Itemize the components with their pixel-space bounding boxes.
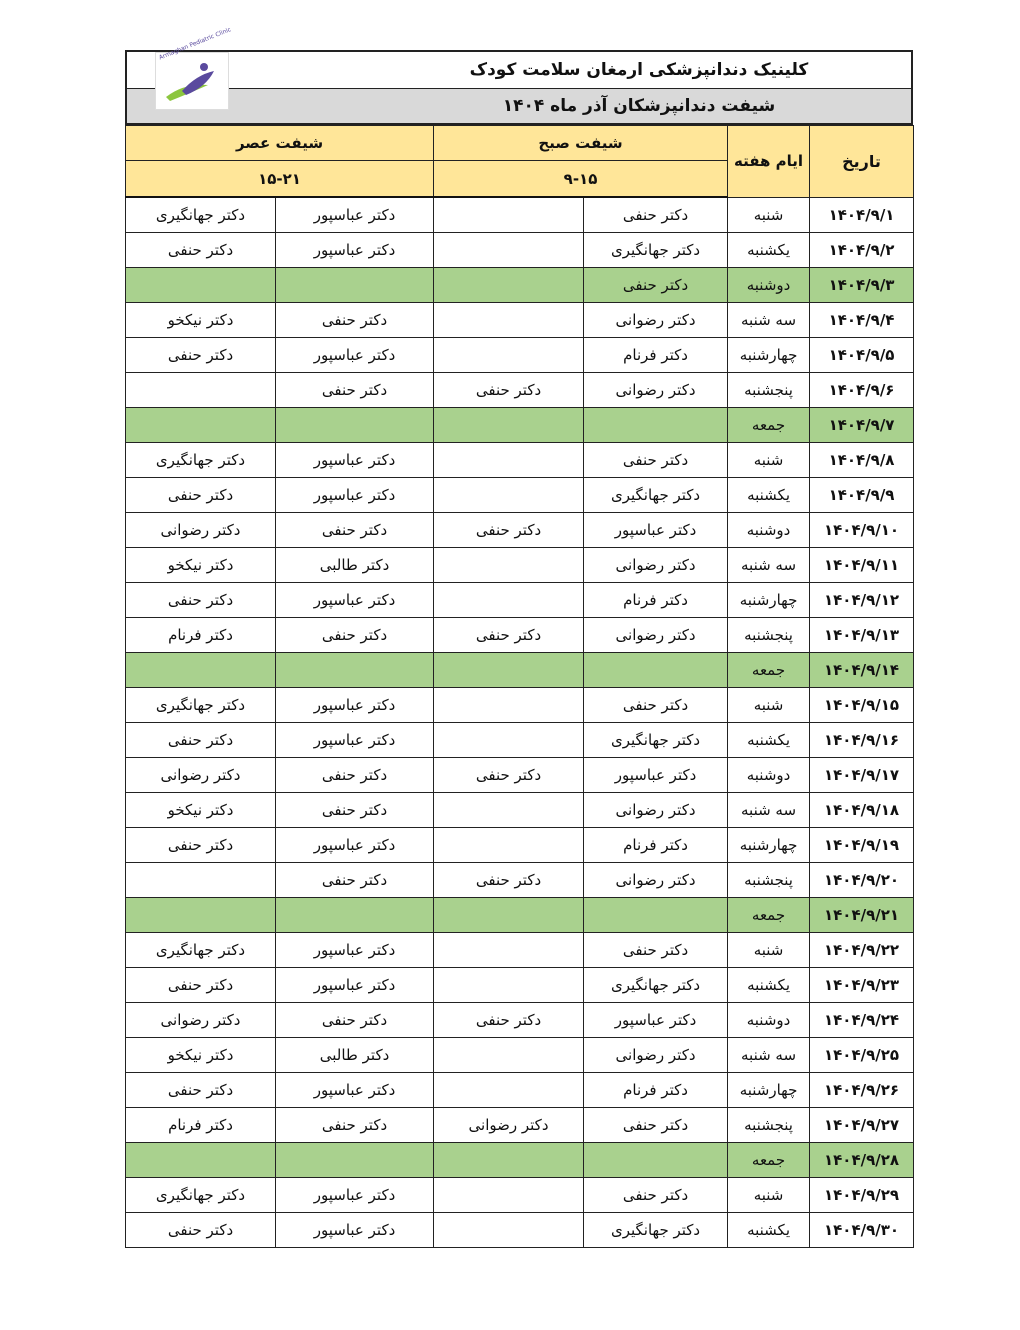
morning-doctor-1: دکتر فرنام — [584, 1073, 728, 1108]
weekday-cell: چهارشنبه — [728, 1073, 810, 1108]
date-cell: ۱۴۰۴/۹/۱۰ — [810, 513, 914, 548]
date-cell: ۱۴۰۴/۹/۲۹ — [810, 1178, 914, 1213]
table-row — [126, 373, 914, 408]
morning-doctor-1: دکتر جهانگیری — [584, 1213, 728, 1248]
evening-doctor-2: دکتر رضوانی — [126, 758, 276, 793]
weekday-cell: پنجشنبه — [728, 1108, 810, 1143]
date-cell: ۱۴۰۴/۹/۱ — [810, 197, 914, 233]
shift-title-row — [125, 89, 913, 125]
table-row — [126, 583, 914, 618]
date-cell: ۱۴۰۴/۹/۷ — [810, 408, 914, 443]
clinic-title-row — [125, 50, 913, 89]
table-row — [126, 828, 914, 863]
morning-doctor-1: دکتر حنفی — [584, 933, 728, 968]
evening-doctor-1: دکتر عباسپور — [276, 443, 434, 478]
table-row — [126, 478, 914, 513]
table-row — [126, 408, 914, 443]
morning-doctor-1: دکتر حنفی — [584, 688, 728, 723]
table-row — [126, 338, 914, 373]
clinic-title: کلینیک دندانپزشکی ارمغان سلامت کودک — [469, 60, 809, 80]
date-cell: ۱۴۰۴/۹/۵ — [810, 338, 914, 373]
morning-doctor-1 — [584, 898, 728, 933]
table-row — [126, 968, 914, 1003]
morning-doctor-1: دکتر عباسپور — [584, 1003, 728, 1038]
weekday-cell: شنبه — [728, 933, 810, 968]
morning-doctor-1: دکتر جهانگیری — [584, 968, 728, 1003]
header-morning-hours: ۹-۱۵ — [434, 161, 728, 198]
header-morning: شیفت صبح — [434, 126, 728, 161]
morning-doctor-2 — [434, 1038, 584, 1073]
morning-doctor-2 — [434, 653, 584, 688]
weekday-cell: شنبه — [728, 197, 810, 233]
morning-doctor-2 — [434, 408, 584, 443]
weekday-cell: یکشنبه — [728, 1213, 810, 1248]
table-row — [126, 898, 914, 933]
evening-doctor-1: دکتر عباسپور — [276, 1178, 434, 1213]
weekday-cell: دوشنبه — [728, 268, 810, 303]
date-cell: ۱۴۰۴/۹/۱۱ — [810, 548, 914, 583]
weekday-cell: شنبه — [728, 443, 810, 478]
table-row — [126, 1073, 914, 1108]
weekday-cell: چهارشنبه — [728, 828, 810, 863]
evening-doctor-1: دکتر عباسپور — [276, 583, 434, 618]
date-cell: ۱۴۰۴/۹/۳ — [810, 268, 914, 303]
table-row — [126, 443, 914, 478]
evening-doctor-1: دکتر حنفی — [276, 793, 434, 828]
morning-doctor-1: دکتر حنفی — [584, 197, 728, 233]
table-row — [126, 1108, 914, 1143]
clinic-logo — [155, 26, 233, 110]
evening-doctor-1: دکتر حنفی — [276, 373, 434, 408]
evening-doctor-2: دکتر حنفی — [126, 338, 276, 373]
date-cell: ۱۴۰۴/۹/۲۰ — [810, 863, 914, 898]
morning-doctor-1: دکتر جهانگیری — [584, 723, 728, 758]
evening-doctor-1: دکتر طالبی — [276, 548, 434, 583]
morning-doctor-2 — [434, 933, 584, 968]
weekday-cell: چهارشنبه — [728, 338, 810, 373]
morning-doctor-1: دکتر فرنام — [584, 338, 728, 373]
weekday-cell: یکشنبه — [728, 478, 810, 513]
morning-doctor-2 — [434, 478, 584, 513]
morning-doctor-1 — [584, 1143, 728, 1178]
logo-text: Armaghan Pediatric Clinic — [158, 26, 233, 62]
date-cell: ۱۴۰۴/۹/۲۸ — [810, 1143, 914, 1178]
evening-doctor-2: دکتر حنفی — [126, 478, 276, 513]
morning-doctor-1: دکتر رضوانی — [584, 373, 728, 408]
date-cell: ۱۴۰۴/۹/۲۷ — [810, 1108, 914, 1143]
weekday-cell: جمعه — [728, 898, 810, 933]
morning-doctor-2 — [434, 723, 584, 758]
evening-doctor-1: دکتر عباسپور — [276, 1073, 434, 1108]
date-cell: ۱۴۰۴/۹/۱۶ — [810, 723, 914, 758]
evening-doctor-1: دکتر حنفی — [276, 303, 434, 338]
morning-doctor-1: دکتر رضوانی — [584, 793, 728, 828]
evening-doctor-1: دکتر عباسپور — [276, 723, 434, 758]
morning-doctor-1: دکتر رضوانی — [584, 618, 728, 653]
evening-doctor-1: دکتر عباسپور — [276, 828, 434, 863]
table-row — [126, 303, 914, 338]
morning-doctor-1: دکتر عباسپور — [584, 758, 728, 793]
evening-doctor-2: دکتر حنفی — [126, 723, 276, 758]
morning-doctor-2: دکتر حنفی — [434, 863, 584, 898]
date-cell: ۱۴۰۴/۹/۱۵ — [810, 688, 914, 723]
morning-doctor-2: دکتر حنفی — [434, 513, 584, 548]
evening-doctor-2: دکتر فرنام — [126, 1108, 276, 1143]
morning-doctor-2 — [434, 1178, 584, 1213]
weekday-cell: جمعه — [728, 653, 810, 688]
morning-doctor-2 — [434, 898, 584, 933]
weekday-cell: دوشنبه — [728, 513, 810, 548]
weekday-cell: سه شنبه — [728, 303, 810, 338]
table-row — [126, 688, 914, 723]
evening-doctor-1: دکتر حنفی — [276, 863, 434, 898]
morning-doctor-2 — [434, 583, 584, 618]
evening-doctor-1 — [276, 268, 434, 303]
evening-doctor-2 — [126, 898, 276, 933]
morning-doctor-1 — [584, 408, 728, 443]
evening-doctor-2 — [126, 1143, 276, 1178]
evening-doctor-1: دکتر عباسپور — [276, 197, 434, 233]
date-cell: ۱۴۰۴/۹/۱۹ — [810, 828, 914, 863]
morning-doctor-2 — [434, 1213, 584, 1248]
weekday-cell: یکشنبه — [728, 723, 810, 758]
morning-doctor-1: دکتر حنفی — [584, 1178, 728, 1213]
evening-doctor-2 — [126, 408, 276, 443]
evening-doctor-1: دکتر طالبی — [276, 1038, 434, 1073]
morning-doctor-2 — [434, 268, 584, 303]
morning-doctor-2: دکتر حنفی — [434, 618, 584, 653]
morning-doctor-2: دکتر حنفی — [434, 758, 584, 793]
evening-doctor-1: دکتر عباسپور — [276, 478, 434, 513]
morning-doctor-1: دکتر رضوانی — [584, 1038, 728, 1073]
morning-doctor-1: دکتر حنفی — [584, 1108, 728, 1143]
morning-doctor-2 — [434, 233, 584, 268]
table-row — [126, 513, 914, 548]
date-cell: ۱۴۰۴/۹/۱۴ — [810, 653, 914, 688]
table-row — [126, 548, 914, 583]
weekday-cell: سه شنبه — [728, 548, 810, 583]
date-cell: ۱۴۰۴/۹/۱۷ — [810, 758, 914, 793]
evening-doctor-2: دکتر رضوانی — [126, 513, 276, 548]
weekday-cell: سه شنبه — [728, 793, 810, 828]
morning-doctor-2 — [434, 443, 584, 478]
table-row — [126, 268, 914, 303]
date-cell: ۱۴۰۴/۹/۲۱ — [810, 898, 914, 933]
weekday-cell: یکشنبه — [728, 233, 810, 268]
morning-doctor-1: دکتر جهانگیری — [584, 233, 728, 268]
table-row — [126, 1038, 914, 1073]
date-cell: ۱۴۰۴/۹/۲۴ — [810, 1003, 914, 1038]
table-row — [126, 863, 914, 898]
morning-doctor-2 — [434, 338, 584, 373]
date-cell: ۱۴۰۴/۹/۲۲ — [810, 933, 914, 968]
morning-doctor-2: دکتر حنفی — [434, 1003, 584, 1038]
evening-doctor-1 — [276, 653, 434, 688]
table-row — [126, 933, 914, 968]
date-cell: ۱۴۰۴/۹/۱۲ — [810, 583, 914, 618]
evening-doctor-1: دکتر عباسپور — [276, 968, 434, 1003]
table-row — [126, 758, 914, 793]
weekday-cell: شنبه — [728, 688, 810, 723]
weekday-cell: سه شنبه — [728, 1038, 810, 1073]
evening-doctor-2: دکتر حنفی — [126, 583, 276, 618]
schedule-body — [126, 197, 914, 1248]
shift-table — [125, 125, 914, 1248]
evening-doctor-2: دکتر نیکخو — [126, 1038, 276, 1073]
evening-doctor-2: دکتر نیکخو — [126, 303, 276, 338]
evening-doctor-2: دکتر حنفی — [126, 968, 276, 1003]
table-row — [126, 233, 914, 268]
evening-doctor-1: دکتر حنفی — [276, 1108, 434, 1143]
date-cell: ۱۴۰۴/۹/۲۶ — [810, 1073, 914, 1108]
table-row — [126, 723, 914, 758]
morning-doctor-2 — [434, 197, 584, 233]
table-row — [126, 1143, 914, 1178]
morning-doctor-1: دکتر حنفی — [584, 268, 728, 303]
weekday-cell: دوشنبه — [728, 758, 810, 793]
date-cell: ۱۴۰۴/۹/۶ — [810, 373, 914, 408]
evening-doctor-2: دکتر فرنام — [126, 618, 276, 653]
morning-doctor-1: دکتر رضوانی — [584, 548, 728, 583]
evening-doctor-1: دکتر عباسپور — [276, 233, 434, 268]
weekday-cell: پنجشنبه — [728, 618, 810, 653]
date-cell: ۱۴۰۴/۹/۲۵ — [810, 1038, 914, 1073]
morning-doctor-1: دکتر عباسپور — [584, 513, 728, 548]
morning-doctor-1: دکتر حنفی — [584, 443, 728, 478]
morning-doctor-2 — [434, 1073, 584, 1108]
morning-doctor-1: دکتر فرنام — [584, 583, 728, 618]
shift-title: شیفت دندانپزشکان آذر ماه ۱۴۰۴ — [502, 96, 776, 116]
table-row — [126, 1213, 914, 1248]
weekday-cell: جمعه — [728, 408, 810, 443]
evening-doctor-1: دکتر عباسپور — [276, 1213, 434, 1248]
schedule-sheet — [125, 26, 913, 1248]
evening-doctor-2 — [126, 653, 276, 688]
morning-doctor-1 — [584, 653, 728, 688]
evening-doctor-2: دکتر حنفی — [126, 233, 276, 268]
evening-doctor-2: دکتر جهانگیری — [126, 933, 276, 968]
evening-doctor-2: دکتر جهانگیری — [126, 197, 276, 233]
weekday-cell: پنجشنبه — [728, 373, 810, 408]
date-cell: ۱۴۰۴/۹/۴ — [810, 303, 914, 338]
evening-doctor-1: دکتر حنفی — [276, 758, 434, 793]
morning-doctor-2 — [434, 548, 584, 583]
evening-doctor-2 — [126, 863, 276, 898]
morning-doctor-2 — [434, 303, 584, 338]
weekday-cell: دوشنبه — [728, 1003, 810, 1038]
evening-doctor-2: دکتر جهانگیری — [126, 688, 276, 723]
evening-doctor-1 — [276, 1143, 434, 1178]
header-evening-hours: ۱۵-۲۱ — [126, 161, 434, 198]
weekday-cell: یکشنبه — [728, 968, 810, 1003]
morning-doctor-1: دکتر فرنام — [584, 828, 728, 863]
date-cell: ۱۴۰۴/۹/۳۰ — [810, 1213, 914, 1248]
table-row — [126, 793, 914, 828]
date-cell: ۱۴۰۴/۹/۱۳ — [810, 618, 914, 653]
date-cell: ۱۴۰۴/۹/۲ — [810, 233, 914, 268]
table-row — [126, 1003, 914, 1038]
morning-doctor-2: دکتر رضوانی — [434, 1108, 584, 1143]
evening-doctor-2 — [126, 268, 276, 303]
evening-doctor-1: دکتر حنفی — [276, 618, 434, 653]
evening-doctor-2: دکتر حنفی — [126, 828, 276, 863]
morning-doctor-1: دکتر جهانگیری — [584, 478, 728, 513]
evening-doctor-2: دکتر حنفی — [126, 1073, 276, 1108]
weekday-cell: جمعه — [728, 1143, 810, 1178]
table-row — [126, 618, 914, 653]
evening-doctor-1 — [276, 408, 434, 443]
evening-doctor-1: دکتر عباسپور — [276, 338, 434, 373]
evening-doctor-1: دکتر عباسپور — [276, 933, 434, 968]
evening-doctor-2: دکتر جهانگیری — [126, 443, 276, 478]
logo-icon — [156, 53, 228, 109]
evening-doctor-1 — [276, 898, 434, 933]
morning-doctor-2 — [434, 828, 584, 863]
date-cell: ۱۴۰۴/۹/۹ — [810, 478, 914, 513]
evening-doctor-1: دکتر عباسپور — [276, 688, 434, 723]
morning-doctor-2: دکتر حنفی — [434, 373, 584, 408]
table-row — [126, 653, 914, 688]
evening-doctor-1: دکتر حنفی — [276, 513, 434, 548]
header-evening: شیفت عصر — [126, 126, 434, 161]
morning-doctor-1: دکتر رضوانی — [584, 863, 728, 898]
morning-doctor-2 — [434, 793, 584, 828]
evening-doctor-2: دکتر حنفی — [126, 1213, 276, 1248]
evening-doctor-2: دکتر جهانگیری — [126, 1178, 276, 1213]
date-cell: ۱۴۰۴/۹/۲۳ — [810, 968, 914, 1003]
evening-doctor-2 — [126, 373, 276, 408]
date-cell: ۱۴۰۴/۹/۱۸ — [810, 793, 914, 828]
morning-doctor-1: دکتر رضوانی — [584, 303, 728, 338]
evening-doctor-1: دکتر حنفی — [276, 1003, 434, 1038]
weekday-cell: شنبه — [728, 1178, 810, 1213]
table-row — [126, 1178, 914, 1213]
header-date: تاریخ — [810, 126, 914, 198]
morning-doctor-2 — [434, 968, 584, 1003]
date-cell: ۱۴۰۴/۹/۸ — [810, 443, 914, 478]
weekday-cell: چهارشنبه — [728, 583, 810, 618]
morning-doctor-2 — [434, 688, 584, 723]
evening-doctor-2: دکتر رضوانی — [126, 1003, 276, 1038]
weekday-cell: پنجشنبه — [728, 863, 810, 898]
morning-doctor-2 — [434, 1143, 584, 1178]
evening-doctor-2: دکتر نیکخو — [126, 793, 276, 828]
table-row — [126, 197, 914, 233]
evening-doctor-2: دکتر نیکخو — [126, 548, 276, 583]
header-weekday: ایام هفته — [728, 126, 810, 198]
